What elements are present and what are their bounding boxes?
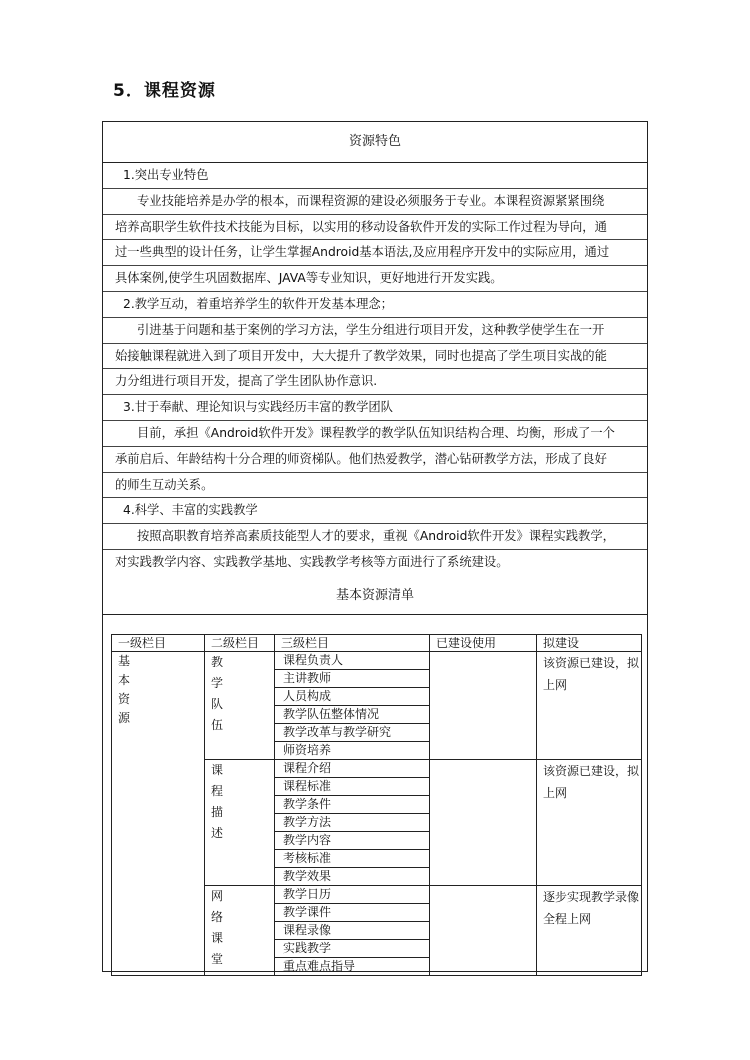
feature-heading: 3.甘于奉献、理论知识与实践经历丰富的教学团队 bbox=[103, 395, 647, 421]
list-title: 基本资源清单 bbox=[103, 577, 647, 615]
feature-text-line: 对实践教学内容、实践教学基地、实践教学考核等方面进行了系统建设。 bbox=[115, 555, 509, 569]
level3-item: 教学日历 bbox=[275, 886, 430, 904]
feature-heading: 4.科学、丰富的实践教学 bbox=[103, 498, 647, 524]
section-heading: 5．课程资源 bbox=[113, 81, 216, 101]
feature-text-line: 的师生互动关系。 bbox=[103, 473, 647, 499]
feature-text-line: 目前，承担《Android软件开发》课程教学的教学队伍知识结构合理、均衡，形成了一个 bbox=[103, 421, 647, 447]
level3-item: 课程负责人 bbox=[275, 652, 430, 670]
resource-table bbox=[102, 121, 648, 972]
level3-item: 课程标准 bbox=[275, 778, 430, 796]
level3-item: 实践教学 bbox=[275, 940, 430, 958]
level2-cell bbox=[205, 886, 275, 976]
level3-item: 教学改革与教学研究 bbox=[275, 724, 430, 742]
column-header: 已建设使用 bbox=[430, 635, 537, 652]
level1-cell bbox=[112, 652, 205, 976]
level3-item: 人员构成 bbox=[275, 688, 430, 706]
level3-item: 主讲教师 bbox=[275, 670, 430, 688]
built-cell bbox=[430, 652, 537, 760]
column-header: 二级栏目 bbox=[205, 635, 275, 652]
plan-cell: 该资源已建设，拟上网 bbox=[537, 760, 642, 886]
level3-item: 教学课件 bbox=[275, 904, 430, 922]
feature-text-line: 承前启后、年龄结构十分合理的师资梯队。他们热爱教学，潜心钻研教学方法，形成了良好 bbox=[103, 447, 647, 473]
feature-text-line: 始接触课程就进入到了项目开发中，大大提升了教学效果，同时也提高了学生项目实战的能 bbox=[103, 344, 647, 370]
column-header: 拟建设 bbox=[537, 635, 642, 652]
plan-cell: 该资源已建设，拟上网 bbox=[537, 652, 642, 760]
feature-text-line: 过一些典型的设计任务，让学生掌握Android基本语法,及应用程序开发中的实际应用，通过 bbox=[103, 240, 647, 266]
feature-text-line: 按照高职教育培养高素质技能型人才的要求，重视《Android软件开发》课程实践教学， bbox=[103, 524, 647, 550]
level1-label: 基本资源 bbox=[118, 654, 131, 725]
level2-label: 教学队伍 bbox=[211, 655, 224, 732]
level3-item: 考核标准 bbox=[275, 850, 430, 868]
feature-text-line: 力分组进行项目开发，提高了学生团队协作意识. bbox=[103, 369, 647, 395]
built-cell bbox=[430, 760, 537, 886]
resource-list-table bbox=[111, 634, 642, 976]
level2-cell bbox=[205, 652, 275, 760]
level3-item: 教学条件 bbox=[275, 796, 430, 814]
plan-cell: 逐步实现教学录像全程上网 bbox=[537, 886, 642, 976]
level3-item: 教学队伍整体情况 bbox=[275, 706, 430, 724]
feature-text-line: 引进基于问题和基于案例的学习方法，学生分组进行项目开发，这种教学使学生在一开 bbox=[103, 318, 647, 344]
level3-item: 教学方法 bbox=[275, 814, 430, 832]
level3-item: 教学效果 bbox=[275, 868, 430, 886]
table-row bbox=[112, 652, 642, 670]
level3-item: 重点难点指导 bbox=[275, 958, 430, 976]
column-header: 三级栏目 bbox=[275, 635, 430, 652]
feature-text-line: 培养高职学生软件技术技能为目标，以实用的移动设备软件开发的实际工作过程为导向，通 bbox=[103, 215, 647, 241]
level2-label: 网络课堂 bbox=[211, 889, 224, 966]
level3-item: 课程录像 bbox=[275, 922, 430, 940]
level3-item: 课程介绍 bbox=[275, 760, 430, 778]
level2-cell bbox=[205, 760, 275, 886]
level3-item: 教学内容 bbox=[275, 832, 430, 850]
features-title: 资源特色 bbox=[103, 122, 647, 163]
level2-label: 课程描述 bbox=[211, 763, 224, 840]
feature-text-line: 专业技能培养是办学的根本，而课程资源的建设必须服务于专业。本课程资源紧紧围绕 bbox=[103, 189, 647, 215]
feature-text-line: 具体案例,使学生巩固数据库、JAVA等专业知识，更好地进行开发实践。 bbox=[103, 266, 647, 292]
column-header: 一级栏目 bbox=[112, 635, 205, 652]
built-cell bbox=[430, 886, 537, 976]
feature-heading: 2.教学互动，着重培养学生的软件开发基本理念； bbox=[103, 292, 647, 318]
level3-item: 师资培养 bbox=[275, 742, 430, 760]
feature-heading: 1.突出专业特色 bbox=[103, 163, 647, 189]
